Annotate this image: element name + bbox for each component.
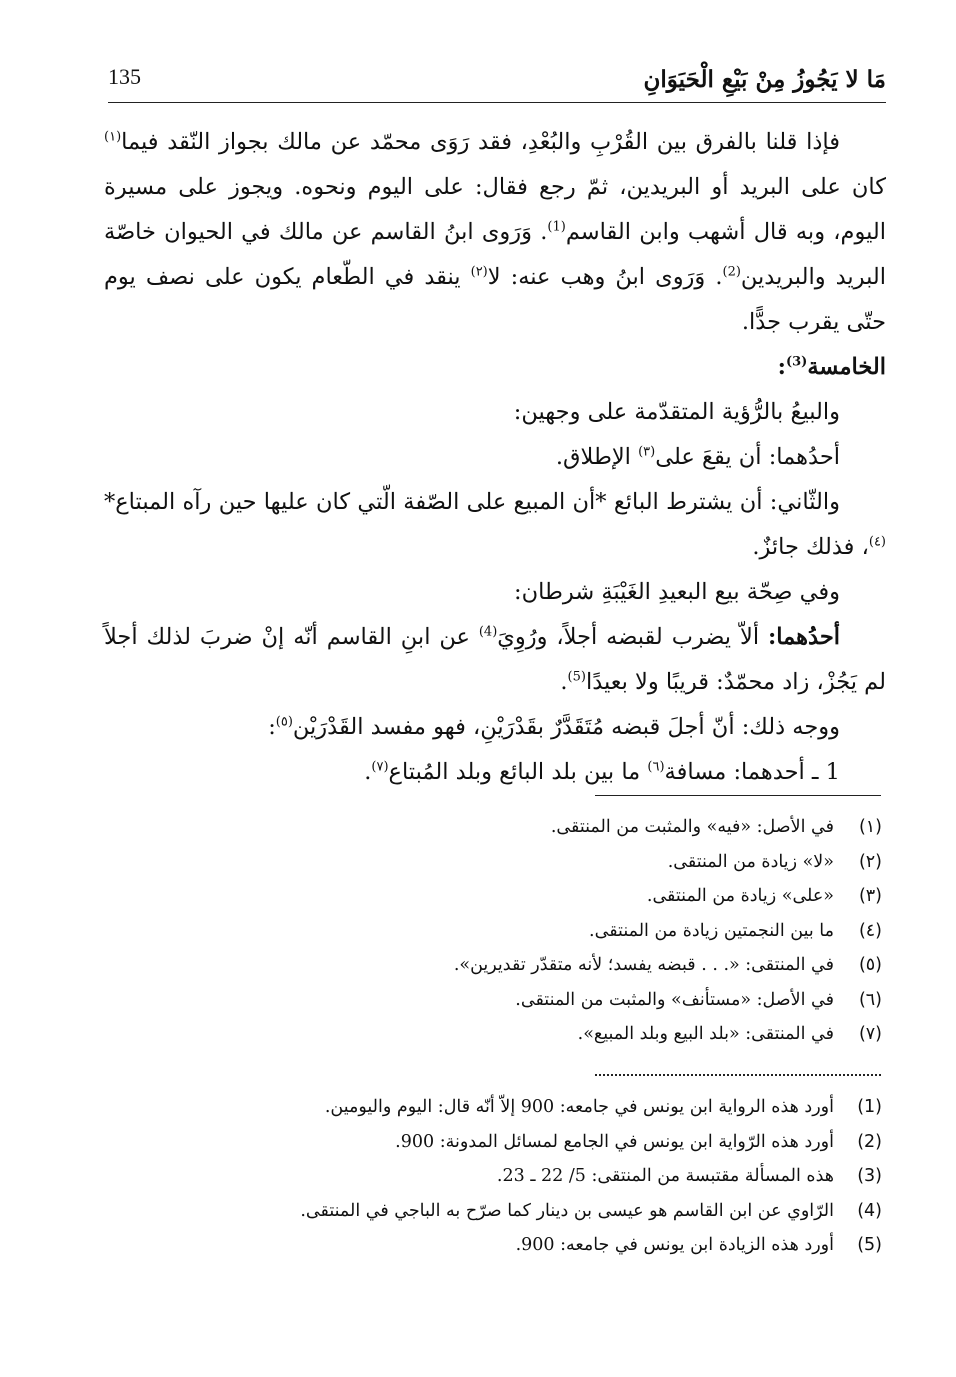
text-run: كان على البريد أو البريدين، ثمّ رجع فقال: على اليوم ونحوه. ويجوز على مسيرة اليوم، وبه قال أشهب وابن القاسم: [104, 174, 886, 245]
page-number: 135: [108, 64, 141, 89]
footnote-number: (٦): [858, 989, 882, 1010]
text-run: :: [268, 714, 276, 740]
lead-term: أحدُهما:: [768, 624, 841, 650]
footnote-marker: (4): [478, 624, 498, 640]
heading-text: الخامسة: [807, 354, 886, 380]
footnote-marker: (١): [104, 129, 122, 145]
text-run: .: [364, 759, 372, 785]
paragraph-4: [104, 480, 886, 570]
footnote-text: أورد هذه الرّواية ابن يونس في الجامع لمسائل المدونة: 900.: [395, 1131, 834, 1152]
footnote-number: (5): [857, 1235, 882, 1255]
footnote-marker: (٣): [638, 444, 656, 460]
footnote-item: [104, 948, 882, 983]
main-text: [104, 120, 886, 795]
paragraph-6: [104, 615, 886, 705]
text-run: ، فذلك جائزٌ.: [752, 534, 869, 560]
footnote-marker: (٦): [647, 759, 665, 775]
running-title: مَا لا يَجُوزُ مِنْ بَيْعِ الْحَيَوَانِ: [643, 66, 886, 93]
footnote-number: (٥): [858, 955, 882, 975]
footnote-number: (3): [857, 1166, 882, 1186]
footnote-number: (٢): [858, 851, 882, 872]
text-run: والثّاني: أن يشترط البائع *أن المبيع على الصّفة الّتي كان عليها حين رآه المبتاع*: [104, 489, 840, 515]
footnote-item: [104, 1159, 882, 1194]
footnote-marker: (5): [567, 669, 586, 685]
footnote-item: [104, 1125, 882, 1160]
footnote-marker: (3): [785, 354, 808, 370]
footnote-item: [104, 914, 882, 949]
footnote-text: هذه المسألة مقتبسة من المنتقى: 5/ 22 ـ 23.: [496, 1166, 834, 1186]
footnote-text: الرّاوي عن ابن القاسم هو عيسى بن دينار كما صرّح به الباجي في المنتقى.: [300, 1200, 834, 1221]
text-run: 1 ـ أحدهما: مسافة: [664, 759, 840, 785]
paragraph-7: [104, 705, 886, 750]
footnote-item: [104, 1017, 882, 1052]
footnote-marker: (2): [722, 264, 741, 280]
footnotes-arabic-numerals: [104, 810, 882, 1052]
text-run: . وَرَوى ابنُ القاسم عن مالك في الحيوان خاصّة البريد والبريدين: [104, 219, 886, 290]
footnote-number: (٣): [858, 886, 882, 906]
text-run: . وَرَوى ابنُ وهب عنه: لا: [487, 264, 723, 290]
footnote-item: [104, 983, 882, 1018]
paragraph-5: وفي صِحّة بيع البعيدِ الغَيْبَةِ شرطان:: [514, 579, 840, 605]
text-run: ووجه ذلك: أنّ أجلَ قبضه مُتَقَدَّرٌ بقَدْرَيْنِ، فهو مفسد القَدْرَيْن: [292, 714, 840, 740]
footnote-item: [104, 1090, 882, 1125]
text-run: .: [560, 669, 568, 695]
text-run: ينقد في الطّعام يكون على نصف يوم حتّى يقرب جدًّا.: [104, 264, 886, 335]
footnote-text: في المنتقى: «. . . قبضه يفسد؛ لأنه متقدّر تقديرين».: [453, 955, 834, 975]
dotted-separator: [595, 1074, 881, 1076]
section-heading: [104, 345, 886, 390]
footnote-text: في الأصل: «مستأنف» والمثبت من المنتقى.: [515, 989, 834, 1010]
text-run: الإطلاق.: [555, 444, 639, 470]
text-run: ألاّ يضرب لقبضه أجلاً، ورُوِيَ: [497, 624, 768, 650]
heading-colon: :: [777, 354, 786, 380]
text-run: أحدُهما: أن يقعَ على: [655, 444, 840, 470]
footnote-text: أورد هذه الرواية ابن يونس في جامعه: 900 إلاّ أنّه قال: اليوم واليومين.: [324, 1097, 834, 1117]
footnote-number: (1): [857, 1097, 882, 1117]
footnote-number: (2): [857, 1131, 882, 1152]
text-run: فإذا قلنا بالفرق بين القُرْبِ والبُعْدِ، فقد رَوَى محمّد عن مالك بجواز النّقد فيما: [121, 129, 840, 155]
footnote-marker: (٤): [868, 534, 886, 550]
footnote-item: [104, 810, 882, 845]
footnote-separator: [595, 795, 881, 796]
footnotes-latin-numerals: [104, 1090, 882, 1263]
footnote-number: (٤): [858, 920, 882, 941]
footnote-marker: (٥): [275, 714, 293, 730]
footnote-text: في المنتقى: «بلد البيع وبلد المبيع».: [577, 1024, 834, 1044]
text-run: عن ابنِ القاسم أنّه إنْ ضربَ لذلك أجلاً لم يَجُزْ، زاد محمّدٌ: قريبًا ولا بعيدًا: [104, 624, 886, 695]
paragraph-1: [104, 120, 886, 345]
footnote-item: [104, 1194, 882, 1229]
footnote-number: (١): [858, 817, 882, 837]
footnote-item: [104, 879, 882, 914]
footnote-item: [104, 845, 882, 880]
footnote-text: أورد هذه الزيادة ابن يونس في جامعه: 900.: [515, 1235, 834, 1255]
footnote-item: [104, 1228, 882, 1263]
footnote-marker: (٧): [371, 759, 389, 775]
footnote-marker: (1): [547, 219, 566, 235]
page-header: [108, 62, 886, 103]
footnote-marker: (٢): [470, 264, 488, 280]
text-run: ما بين بلد البائع وبلد المُبتاع: [388, 759, 648, 785]
footnote-number: (4): [857, 1200, 882, 1221]
paragraph-2: والبيعُ بالرُّؤية المتقدّمة على وجهين:: [513, 399, 840, 425]
paragraph-8: [104, 750, 886, 795]
footnote-text: في الأصل: «فيه» والمثبت من المنتقى.: [550, 817, 834, 837]
footnote-text: «لا» زيادة من المنتقى.: [667, 851, 834, 872]
footnote-text: «على» زيادة من المنتقى.: [646, 886, 834, 906]
footnote-text: ما بين النجمتين زيادة من المنتقى.: [589, 920, 834, 941]
paragraph-3: [104, 435, 886, 480]
footnote-number: (٧): [858, 1024, 882, 1044]
